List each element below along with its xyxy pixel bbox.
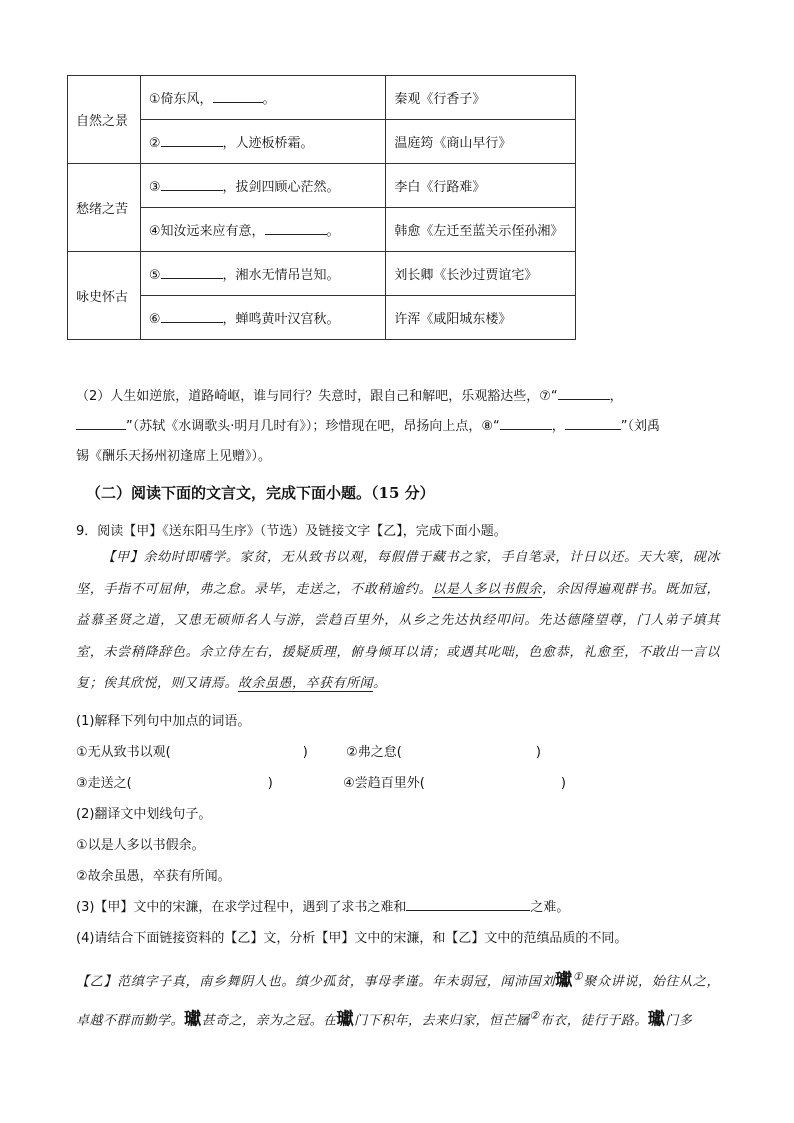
table-row bbox=[68, 252, 576, 296]
question-2-line-1: （2）人生如逆旅，道路崎岖，谁与同行？失意时，跟自己和解吧，乐观豁达些，⑦“ ， bbox=[76, 389, 623, 404]
answer-blank[interactable] bbox=[406, 898, 530, 911]
answer-blank[interactable] bbox=[161, 310, 223, 323]
line-text: ，拔剑四顾心茫然。 bbox=[222, 180, 340, 195]
source-cell: 韩愈《左迁至蓝关示侄孙湘》 bbox=[386, 208, 576, 252]
line-text: ③ bbox=[148, 180, 161, 195]
answer-blank[interactable] bbox=[500, 417, 552, 430]
underlined-sentence-2: 故余虽愚，卒获有所闻 bbox=[238, 676, 374, 691]
question-2-line-3: 锡《酬乐天扬州初逢席上见赠》）。 bbox=[76, 449, 272, 464]
question-2-line-2: ”（苏轼《水调歌头·明月几时有》）；珍惜现在吧，昂扬向上点，⑧“ ， ”（刘禹 bbox=[76, 412, 716, 442]
question-2-paragraph bbox=[76, 382, 716, 472]
answer-blank[interactable] bbox=[213, 90, 263, 103]
source-cell: 李白《行路难》 bbox=[386, 164, 576, 208]
table-row bbox=[68, 164, 576, 208]
underlined-sentence-1: 以是人多以书假余 bbox=[432, 581, 542, 597]
footnote-marker: ② bbox=[529, 1009, 540, 1023]
category-cell: 咏史怀古 bbox=[68, 252, 141, 340]
table-row bbox=[68, 76, 576, 120]
answer-blank[interactable] bbox=[161, 266, 223, 279]
poem-line-cell[interactable] bbox=[140, 252, 386, 296]
poem-line-cell[interactable] bbox=[140, 76, 386, 120]
answer-blank[interactable] bbox=[161, 178, 223, 191]
rare-character: 瓛 bbox=[336, 1009, 355, 1030]
rare-character: 瓛 bbox=[184, 1009, 202, 1030]
poem-line-cell[interactable] bbox=[140, 208, 386, 252]
table-row bbox=[68, 208, 576, 252]
poem-table bbox=[67, 75, 576, 340]
line-text: ② bbox=[148, 136, 161, 151]
answer-blank[interactable] bbox=[265, 222, 327, 235]
footnote-marker: ① bbox=[572, 970, 584, 983]
line-text: ⑤ bbox=[148, 268, 161, 283]
answer-blank[interactable] bbox=[558, 387, 610, 400]
sub-question-2-item-2: ②故余虽愚，卒获有所闻。 bbox=[76, 869, 231, 884]
rare-character: 瓛 bbox=[555, 970, 573, 991]
poem-line-cell[interactable] bbox=[140, 164, 386, 208]
source-cell: 刘长卿《长沙过贾谊宅》 bbox=[386, 252, 576, 296]
category-cell: 自然之景 bbox=[68, 76, 141, 164]
line-text: ，湘水无情吊岂知。 bbox=[222, 268, 340, 283]
poem-line-cell[interactable] bbox=[140, 120, 386, 164]
sub-question-1-row-1: ①无从致书以观( ) ②弗之怠( ) bbox=[76, 745, 541, 760]
line-text: 。 bbox=[326, 224, 340, 239]
line-text: ，蝉鸣黄叶汉宫秋。 bbox=[222, 312, 340, 327]
sub-question-2-title: (2)翻译文中划线句子。 bbox=[76, 807, 212, 822]
rare-character: 瓛 bbox=[647, 1009, 666, 1030]
sub-question-3: (3)【甲】文中的宋濂，在求学过程中，遇到了求书之难和 之难。 bbox=[76, 900, 570, 915]
sub-question-1-title: (1)解释下列句中加点的词语。 bbox=[76, 714, 251, 729]
source-cell: 许浑《咸阳城东楼》 bbox=[386, 296, 576, 340]
source-cell: 秦观《行香子》 bbox=[386, 76, 576, 120]
passage-yi: 【乙】范缜字子真，南乡舞阴人也。缜少孤贫，事母孝谨。年未弱冠，闻沛国刘瓛①聚众讲说，始往从之，卓越不群而勤学。瓛甚奇之，亲为之冠。在瓛门下积年，去来归家，恒芒屩②布衣，徒行于路。瓛门多 bbox=[76, 970, 720, 1030]
answer-blank[interactable] bbox=[565, 417, 621, 430]
section-title: （二）阅读下面的文言文，完成下面小题。（15 分） bbox=[86, 484, 435, 502]
answer-blank[interactable] bbox=[76, 417, 126, 430]
line-text: ，人迹板桥霜。 bbox=[222, 136, 314, 151]
answer-blank[interactable] bbox=[161, 134, 223, 147]
line-text: ⑥ bbox=[148, 312, 161, 327]
line-text: ④知汝远来应有意， bbox=[148, 224, 265, 239]
category-cell: 愁绪之苦 bbox=[68, 164, 141, 252]
line-text: 。 bbox=[262, 92, 276, 107]
sub-question-2-item-1: ①以是人多以书假余。 bbox=[76, 838, 205, 853]
sub-question-1-row-2: ③走送之( ) ④尝趋百里外( ) bbox=[76, 776, 566, 791]
poem-line-cell[interactable] bbox=[140, 296, 386, 340]
source-cell: 温庭筠《商山早行》 bbox=[386, 120, 576, 164]
passage-jia: 【甲】余幼时即嗜学。家贫，无从致书以观，每假借于藏书之家，手自笔录，计日以还。天大寒，砚冰坚，手指不可屈伸，弗之怠。录毕，走送之，不敢稍逾约。以是人多以书假余，余因得遍观群书。既加冠，益慕圣贤之道，又患无硕师名人与游，尝趋百里外，从乡之先达执经叩问。先达德隆望尊，门人弟子填其室，未尝稍降辞色。余立侍左右，援疑质理，俯身倾耳以请；或遇其叱咄，色愈恭，礼愈至，不敢出一言以复；俟其欣悦，则又请焉。故余虽愚，卒获有所闻。 bbox=[76, 550, 720, 691]
table-row bbox=[68, 120, 576, 164]
line-text: ①倚东风， bbox=[148, 92, 213, 107]
table-row bbox=[68, 296, 576, 340]
sub-question-4: (4)请结合下面链接资料的【乙】文，分析【甲】文中的宋濂，和【乙】文中的范缜品质的不同。 bbox=[76, 931, 628, 946]
question-9-intro: 9．阅读【甲】《送东阳马生序》（节选）及链接文字【乙】，完成下面小题。 bbox=[76, 524, 507, 539]
